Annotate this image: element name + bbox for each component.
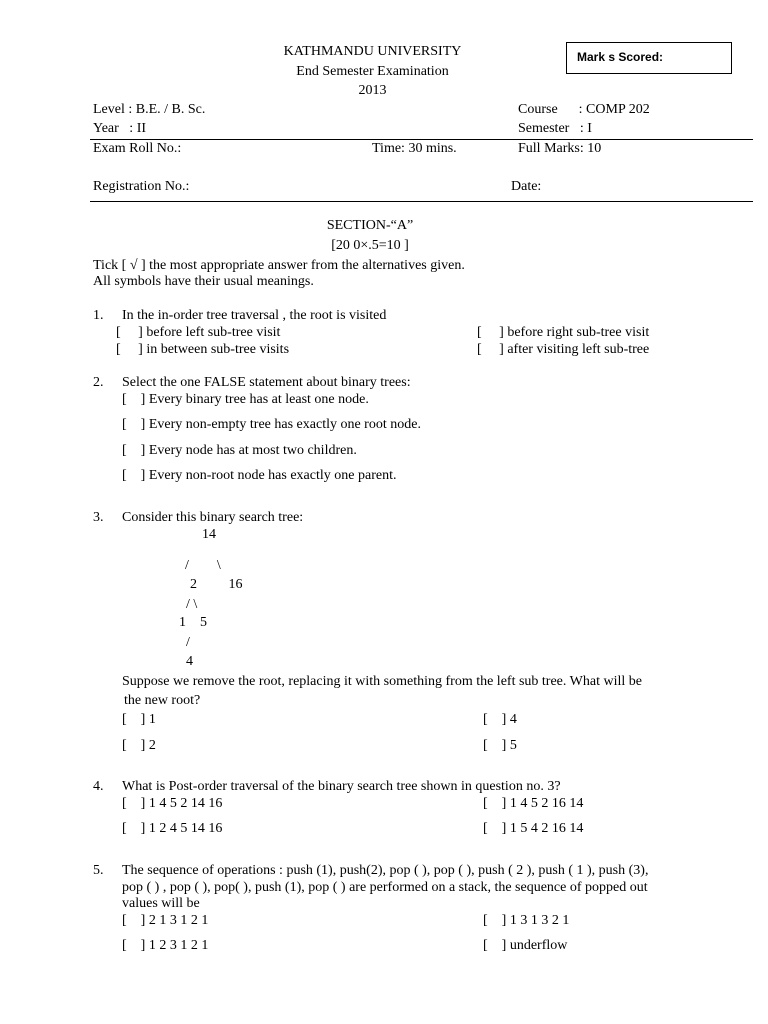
tree-nodes-2-16: 2 16 [190, 577, 243, 592]
q2-option-d[interactable]: [ ] Every non-root node has exactly one parent. [122, 468, 397, 483]
q3-followup-line1: Suppose we remove the root, replacing it with something from the left sub tree. What will be [122, 674, 642, 689]
marks-scored-label: Mark s Scored: [577, 50, 664, 64]
year: Year : II [93, 121, 147, 136]
instruction-tick: Tick [ √ ] the most appropriate answer from the alternatives given. [93, 258, 465, 273]
tree-edges-2: / \ [186, 597, 198, 612]
q3-text: Consider this binary search tree: [122, 510, 304, 525]
semester: Semester : I [518, 121, 592, 136]
q1-number: 1. [93, 308, 104, 323]
course: Course : COMP 202 [518, 102, 650, 117]
q2-option-b[interactable]: [ ] Every non-empty tree has exactly one root node. [122, 417, 421, 432]
q5-option-c[interactable]: [ ] 1 2 3 1 2 1 [122, 938, 209, 953]
q5-option-a[interactable]: [ ] 2 1 3 1 2 1 [122, 913, 209, 928]
q4-option-d[interactable]: [ ] 1 5 4 2 16 14 [483, 821, 584, 836]
divider-bottom [90, 201, 753, 202]
exam-title: End Semester Examination [296, 64, 449, 79]
q2-option-a[interactable]: [ ] Every binary tree has at least one node. [122, 392, 369, 407]
q1-option-a[interactable]: [ ] before left sub-tree visit [116, 325, 281, 340]
full-marks: Full Marks: 10 [518, 141, 602, 156]
q3-option-b[interactable]: [ ] 4 [483, 712, 517, 727]
q5-number: 5. [93, 863, 104, 878]
tree-node-4: 4 [186, 654, 193, 669]
q5-line3: values will be [122, 896, 200, 911]
tree-node-14: 14 [202, 527, 216, 542]
section-title: SECTION-“A” [326, 218, 414, 233]
q2-text: Select the one FALSE statement about binary trees: [122, 375, 411, 390]
q1-option-b[interactable]: [ ] before right sub-tree visit [477, 325, 650, 340]
q4-number: 4. [93, 779, 104, 794]
date: Date: [511, 179, 542, 194]
exam-roll-no: Exam Roll No.: [93, 141, 182, 156]
time: Time: 30 mins. [372, 141, 457, 156]
q5-line1: The sequence of operations : push (1), push(2), pop ( ), pop ( ), push ( 2 ), push ( 1 ), push (3), [122, 863, 649, 878]
tree-nodes-1-5: 1 5 [179, 615, 207, 630]
q2-number: 2. [93, 375, 104, 390]
tree-edge-5: / [186, 635, 190, 650]
q4-option-c[interactable]: [ ] 1 2 4 5 14 16 [122, 821, 223, 836]
q2-option-c[interactable]: [ ] Every node has at most two children. [122, 443, 357, 458]
instruction-symbols: All symbols have their usual meanings. [93, 274, 314, 289]
q5-option-b[interactable]: [ ] 1 3 1 3 2 1 [483, 913, 570, 928]
q1-option-c[interactable]: [ ] in between sub-tree visits [116, 342, 290, 357]
exam-year: 2013 [358, 83, 387, 98]
q4-option-b[interactable]: [ ] 1 4 5 2 16 14 [483, 796, 584, 811]
q3-option-c[interactable]: [ ] 2 [122, 738, 156, 753]
q4-text: What is Post-order traversal of the binary search tree shown in question no. 3? [122, 779, 561, 794]
q5-option-d[interactable]: [ ] underflow [483, 938, 568, 953]
q1-option-d[interactable]: [ ] after visiting left sub-tree [477, 342, 650, 357]
q3-option-a[interactable]: [ ] 1 [122, 712, 156, 727]
tree-edges-root: / \ [185, 558, 221, 573]
marks-scored-box[interactable] [566, 42, 732, 74]
q3-number: 3. [93, 510, 104, 525]
q3-followup-line2: the new root? [124, 693, 201, 708]
q5-line2: pop ( ) , pop ( ), pop( ), push (1), pop ( ) are performed on a stack, the sequence of popped out [122, 880, 648, 895]
university-title: KATHMANDU UNIVERSITY [283, 44, 462, 59]
q3-option-d[interactable]: [ ] 5 [483, 738, 517, 753]
q4-option-a[interactable]: [ ] 1 4 5 2 14 16 [122, 796, 223, 811]
level: Level : B.E. / B. Sc. [93, 102, 206, 117]
section-marks: [20 0×.5=10 ] [331, 238, 409, 253]
q1-text: In the in-order tree traversal , the root is visited [122, 308, 387, 323]
divider-top [90, 139, 753, 140]
registration-no: Registration No.: [93, 179, 190, 194]
